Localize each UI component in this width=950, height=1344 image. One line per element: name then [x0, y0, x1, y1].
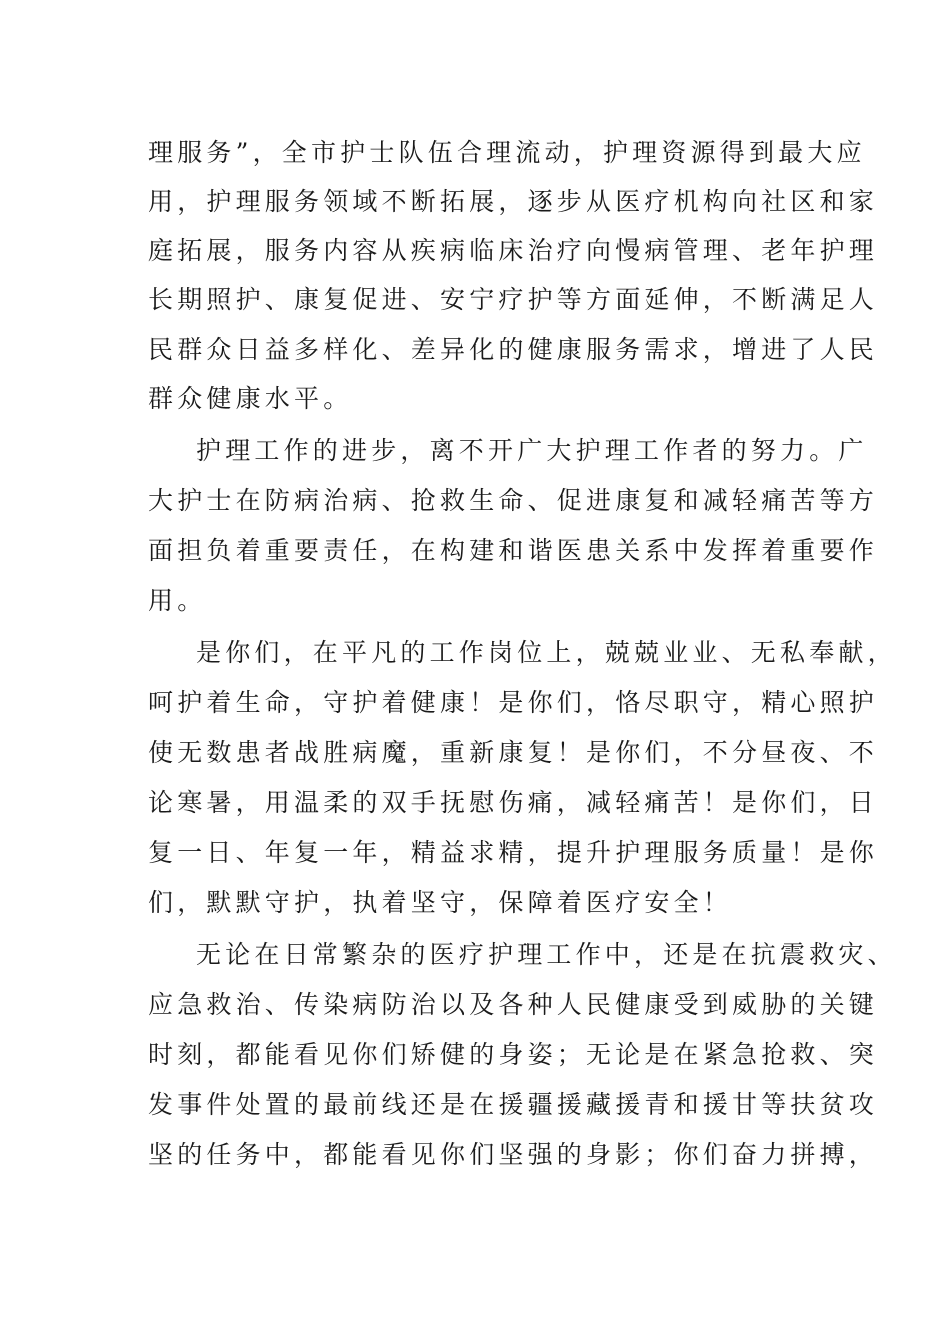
text-line: 民群众日益多样化、差异化的健康服务需求，增进了人民: [148, 335, 879, 364]
text-line: 们，默默守护，执着坚守，保障着医疗安全！: [148, 888, 733, 917]
paragraph-first-line: 是你们，在平凡的工作岗位上，兢兢业业、无私奉献，: [196, 638, 897, 667]
text-line: 复一日、年复一年，精益求精，提升护理服务质量！是你: [148, 838, 879, 867]
text-line: 用。: [148, 586, 207, 615]
text-line: 大护士在防病治病、抢救生命、促进康复和减轻痛苦等方: [148, 486, 879, 515]
text-line: 用，护理服务领域不断拓展，逐步从医疗机构向社区和家: [148, 187, 879, 216]
text-line: 应急救治、传染病防治以及各种人民健康受到威胁的关键: [148, 990, 879, 1019]
text-line: 群众健康水平。: [148, 384, 353, 413]
paragraph-first-line: 无论在日常繁杂的医疗护理工作中，还是在抗震救灾、: [196, 940, 897, 969]
text-line: 庭拓展，服务内容从疾病临床治疗向慢病管理、老年护理: [148, 236, 879, 265]
text-line: 长期照护、康复促进、安宁疗护等方面延伸，不断满足人: [148, 285, 879, 314]
text-line: 发事件处置的最前线还是在援疆援藏援青和援甘等扶贫攻: [148, 1090, 879, 1119]
paragraph-first-line: 护理工作的进步，离不开广大护理工作者的努力。广: [196, 436, 868, 465]
text-line: 呵护着生命，守护着健康！是你们，恪尽职守，精心照护: [148, 688, 879, 717]
text-line: 理服务”，全市护士队伍合理流动，护理资源得到最大应: [148, 138, 866, 167]
text-line: 坚的任务中，都能看见你们坚强的身影；你们奋力拼搏，: [148, 1140, 879, 1169]
text-line: 论寒暑，用温柔的双手抚慰伤痛，减轻痛苦！是你们，日: [148, 788, 879, 817]
text-line: 面担负着重要责任，在构建和谐医患关系中发挥着重要作: [148, 536, 879, 565]
text-line: 使无数患者战胜病魔，重新康复！是你们，不分昼夜、不: [148, 738, 879, 767]
text-line: 时刻，都能看见你们矫健的身姿；无论是在紧急抢救、突: [148, 1040, 879, 1069]
